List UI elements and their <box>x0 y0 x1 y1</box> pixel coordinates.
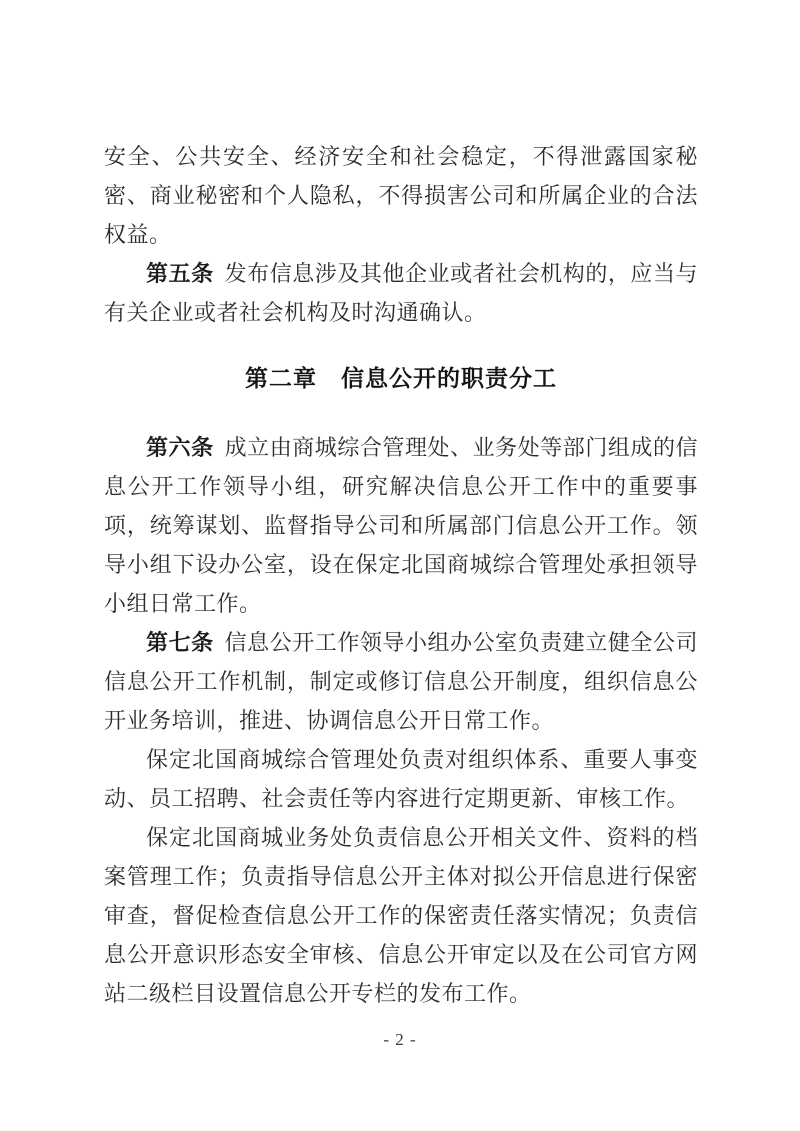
article-7-paragraph <box>104 623 698 740</box>
paragraph-business-office: 保定北国商城业务处负责信息公开相关文件、资料的档案管理工作；负责指导信息公开主体对拟公开信息进行保密审查，督促检查信息公开工作的保密责任落实情况；负责信息公开意识形态安全审核、信息公开审定以及在公司官方网站二级栏目设置信息公开专栏的发布工作。 <box>104 825 698 1006</box>
article-5-text: 发布信息涉及其他企业或者社会机构的，应当与有关企业或者社会机构及时沟通确认。 <box>104 261 698 325</box>
chapter-heading: 第二章 信息公开的职责分工 <box>245 365 557 391</box>
article-5-number: 第五条 <box>146 261 214 286</box>
article-6-paragraph <box>104 428 698 623</box>
document-content <box>104 137 698 1013</box>
article-5-paragraph <box>104 254 698 332</box>
page-number: - 2 - <box>383 1030 417 1049</box>
article-7-text: 信息公开工作领导小组办公室负责建立健全公司信息公开工作机制，制定或修订信息公开制度，组织信息公开业务培训，推进、协调信息公开日常工作。 <box>104 630 698 733</box>
article-7-number: 第七条 <box>146 630 214 655</box>
article-6-text: 成立由商城综合管理处、业务处等部门组成的信息公开工作领导小组，研究解决信息公开工作中的重要事项，统筹谋划、监督指导公司和所属部门信息公开工作。领导小组下设办公室，设在保定北国商城综合管理处承担领导小组日常工作。 <box>104 435 698 616</box>
paragraph-continuation: 安全、公共安全、经济安全和社会稳定，不得泄露国家秘密、商业秘密和个人隐私，不得损害公司和所属企业的合法权益。 <box>104 144 698 247</box>
paragraph-general-management-office: 保定北国商城综合管理处负责对组织体系、重要人事变动、员工招聘、社会责任等内容进行定期更新、审核工作。 <box>104 747 698 811</box>
article-6-number: 第六条 <box>146 435 214 460</box>
